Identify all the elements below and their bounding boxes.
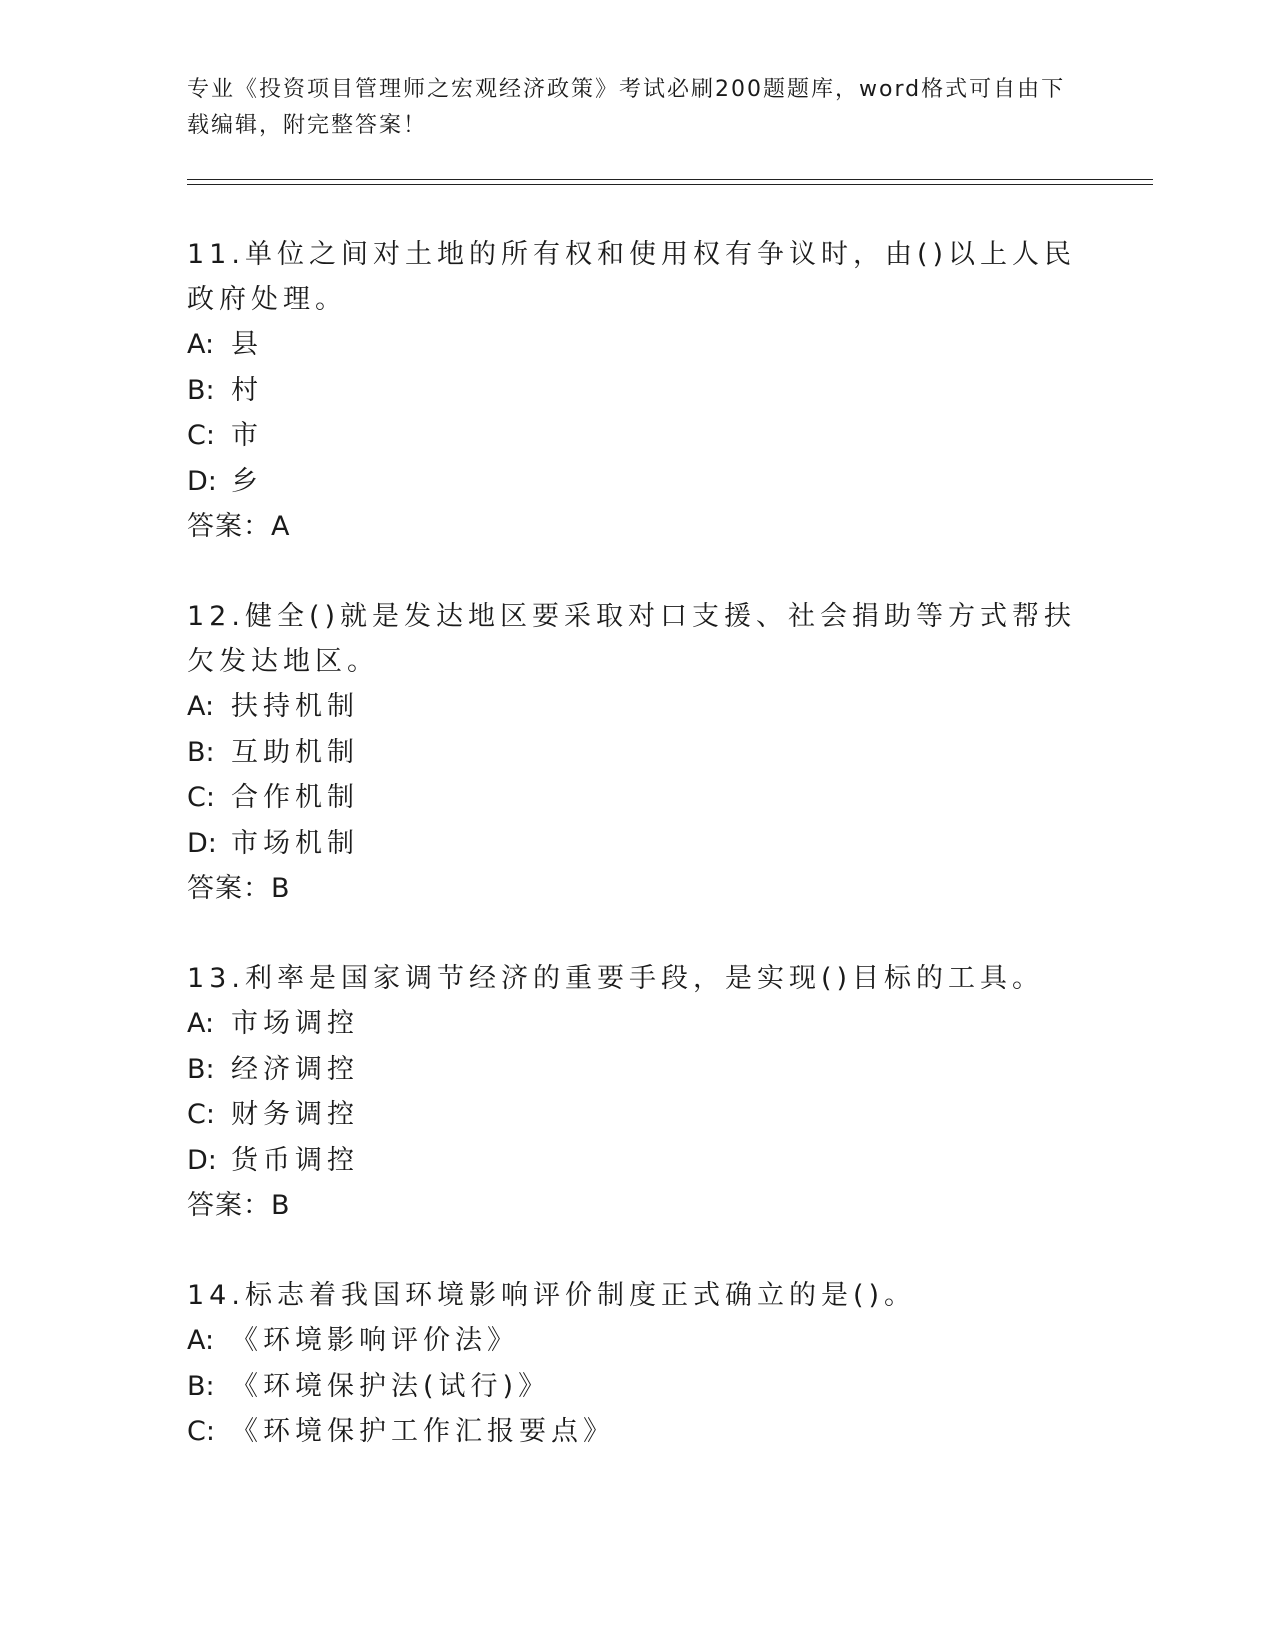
header-divider-bottom <box>187 184 1153 185</box>
option-key: A: <box>187 329 215 360</box>
option-key: D: <box>187 827 217 859</box>
option-key: B: <box>187 1370 215 1402</box>
option-text: 合作机制 <box>231 782 359 813</box>
answer-line: 答案：B <box>187 873 291 904</box>
question-stem: 14.标志着我国环境影响评价制度正式确立的是()。 <box>187 1280 917 1311</box>
document-header: 专业《投资项目管理师之宏观经济政策》考试必刷200题题库，word格式可自由下载编辑，附完整答案！ <box>187 77 1066 138</box>
option-text: 扶持机制 <box>231 691 359 722</box>
option-text: 村 <box>231 374 263 406</box>
option-b <box>187 368 1087 414</box>
option-key: B: <box>187 374 215 406</box>
answer-line: 答案：B <box>187 1190 291 1221</box>
option-key: C: <box>187 782 215 813</box>
option-text: 《环境保护法(试行)》 <box>231 1370 551 1402</box>
question-stem: 12.健全()就是发达地区要采取对口支援、社会捐助等方式帮扶欠发达地区。 <box>187 601 1077 677</box>
option-c <box>187 1092 1087 1138</box>
option-key: B: <box>187 1053 215 1085</box>
option-key: D: <box>187 1144 217 1176</box>
option-key: C: <box>187 1099 215 1130</box>
option-text: 市场机制 <box>231 827 359 859</box>
option-c <box>187 413 1087 459</box>
option-d <box>187 1138 1087 1184</box>
option-key: A: <box>187 1325 215 1356</box>
option-key: A: <box>187 1008 215 1039</box>
option-a <box>187 1318 1087 1364</box>
option-a <box>187 322 1087 368</box>
option-d <box>187 459 1087 505</box>
option-b <box>187 1047 1087 1093</box>
option-text: 财务调控 <box>231 1099 359 1130</box>
option-text: 《环境保护工作汇报要点》 <box>231 1416 615 1447</box>
option-key: C: <box>187 1416 215 1447</box>
option-key: A: <box>187 691 215 722</box>
option-d <box>187 821 1087 867</box>
option-a <box>187 1001 1087 1047</box>
question-stem: 11.单位之间对土地的所有权和使用权有争议时，由()以上人民政府处理。 <box>187 239 1077 315</box>
option-key: D: <box>187 465 217 497</box>
option-text: 市场调控 <box>231 1008 359 1039</box>
question-14 <box>187 1273 1087 1455</box>
header-divider-top <box>187 179 1153 180</box>
question-stem: 13.利率是国家调节经济的重要手段，是实现()目标的工具。 <box>187 963 1045 994</box>
question-11 <box>187 232 1087 550</box>
option-c <box>187 775 1087 821</box>
option-text: 乡 <box>231 465 263 497</box>
option-b <box>187 1364 1087 1410</box>
option-text: 《环境影响评价法》 <box>231 1325 519 1356</box>
option-text: 互助机制 <box>231 736 359 768</box>
question-list <box>187 232 1087 1499</box>
question-12 <box>187 594 1087 912</box>
option-text: 经济调控 <box>231 1053 359 1085</box>
option-text: 货币调控 <box>231 1144 359 1176</box>
option-key: B: <box>187 736 215 768</box>
question-13 <box>187 956 1087 1229</box>
option-a <box>187 684 1087 730</box>
option-key: C: <box>187 420 215 451</box>
answer-line: 答案：A <box>187 511 291 542</box>
option-b <box>187 730 1087 776</box>
option-c <box>187 1409 1087 1455</box>
option-text: 县 <box>231 329 263 360</box>
option-text: 市 <box>231 420 263 451</box>
